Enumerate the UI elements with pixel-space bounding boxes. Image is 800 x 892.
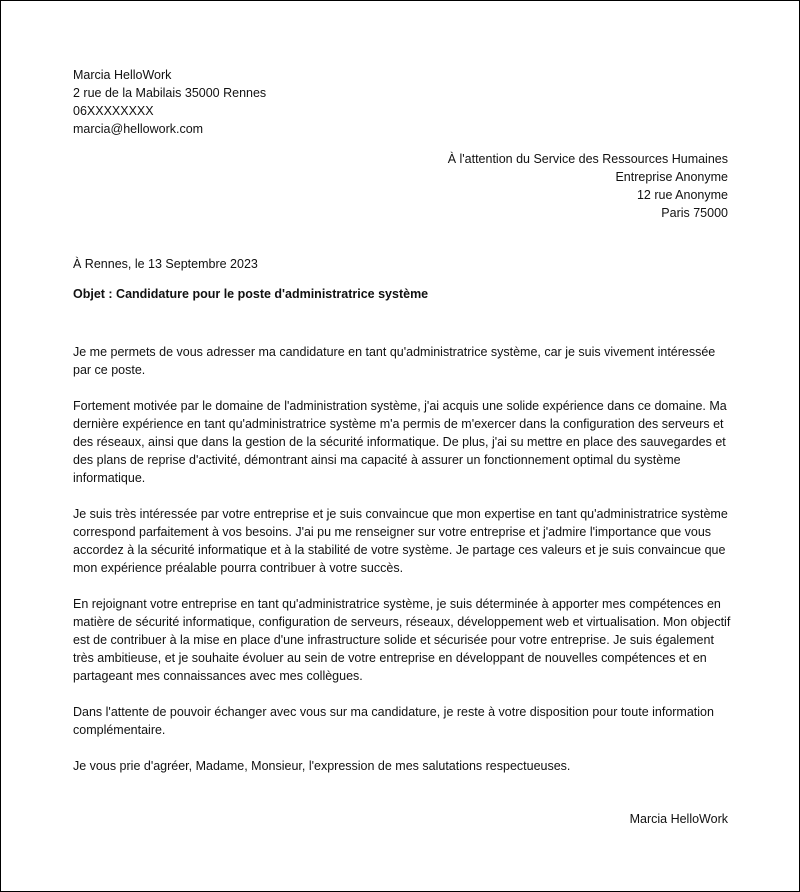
sender-block — [73, 66, 266, 138]
recipient-block — [448, 150, 728, 222]
body-paragraph-availability: Dans l'attente de pouvoir échanger avec vous sur ma candidature, je reste à votre disposition pour toute information complémentaire. — [73, 705, 714, 737]
signature: Marcia HelloWork — [629, 812, 728, 826]
sender-phone: 06XXXXXXXX — [73, 104, 154, 118]
recipient-company: Entreprise Anonyme — [615, 170, 728, 184]
recipient-street: 12 rue Anonyme — [636, 188, 728, 202]
sender-name: Marcia HelloWork — [73, 68, 172, 82]
body-paragraph-experience: Fortement motivée par le domaine de l'administration système, j'ai acquis une solide expérience dans ce domaine. Ma dernière expérience en tant qu'administratrice système m'a permis de m'exercer dans la configuration des serveurs et des réseaux, ainsi que dans la gestion de la sécurité informatique. De plus, j'ai su mettre en place des sauvegardes et des plans de reprise d'activité, démontrant ainsi ma capacité à assurer un fonctionnement optimal du système informatique. — [73, 399, 727, 485]
recipient-city: Paris 75000 — [661, 206, 728, 220]
body-paragraph-closing: Je vous prie d'agréer, Madame, Monsieur, l'expression de mes salutations respectueuses. — [73, 759, 571, 773]
body-paragraph-company: Je suis très intéressée par votre entreprise et je suis convaincue que mon expertise en tant qu'administratrice système correspond parfaitement à vos besoins. J'ai pu me renseigner sur votre entreprise et j'admire l'importance que vous accordez à la sécurité informatique et à la stabilité de votre système. Je partage ces valeurs et je suis convaincue que mon expérience préalable pourra contribuer à votre succès. — [73, 507, 728, 575]
letter-date: À Rennes, le 13 Septembre 2023 — [73, 257, 258, 271]
letter-subject: Objet : Candidature pour le poste d'administratrice système — [73, 287, 429, 301]
body-paragraph-goals: En rejoignant votre entreprise en tant qu'administratrice système, je suis déterminée à apporter mes compétences en matière de sécurité informatique, configuration de serveurs, réseaux, développement web et virtualisation. Mon objectif est de contribuer à la mise en place d'une infrastructure solide et sécurisée pour votre entreprise. Je suis également très ambitieuse, et je souhaite évoluer au sein de votre entreprise en développant de nouvelles compétences et en partageant mes connaissances avec mes collègues. — [73, 597, 731, 683]
body-paragraph-intro: Je me permets de vous adresser ma candidature en tant qu'administratrice système, car je suis vivement intéressée par ce poste. — [73, 345, 716, 377]
sender-email: marcia@hellowork.com — [73, 122, 204, 136]
letter-body — [73, 343, 733, 793]
sender-address: 2 rue de la Mabilais 35000 Rennes — [73, 86, 267, 100]
recipient-attention: À l'attention du Service des Ressources Humaines — [447, 152, 728, 166]
